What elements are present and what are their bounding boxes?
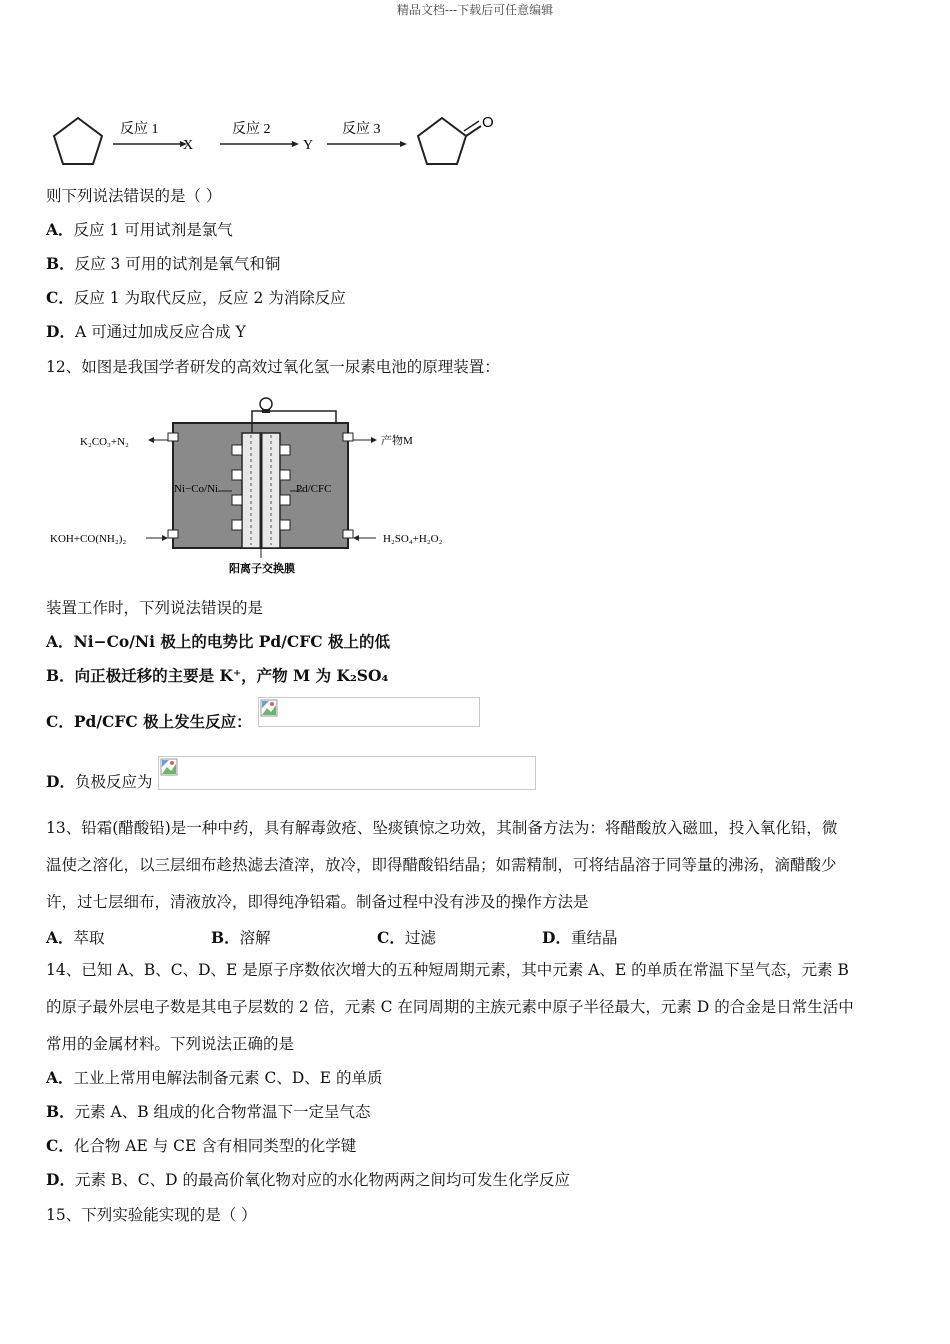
q14-option-a: A．工业上常用电解法制备元素 C、D、E 的单质 [46,1068,383,1087]
label-h2so4-h2o2: H₂SO₄+H₂O₂ [383,533,443,545]
label-cathode-electrode: Pd/CFC [296,483,332,495]
q11-stem: 则下列说法错误的是（ ） [46,187,222,205]
q12-option-b: B．向正极迁移的主要是 K⁺，产物 M 为 K₂SO₄ [46,666,389,685]
q11-option-d: D．A 可通过加成反应合成 Y [46,322,246,341]
equation-image-d [158,756,536,790]
label-anode-electrode: Ni−Co/Ni [174,483,219,495]
q12-stem: 12、如图是我国学者研发的高效过氧化氢一尿素电池的原理装置： [46,358,500,376]
q14-line-2: 的原子最外层电子数是其电子层数的 2 倍，元素 C 在同周期的主族元素中原子半径最大，元素 D 的合金是日常生活中 [46,998,854,1016]
label-membrane: 阳离子交换膜 [229,563,295,575]
q13-option-a: A．萃取 [46,928,105,947]
label-k2co3-n2: K₂CO₃+N₂ [80,436,129,448]
label-koh-urea: KOH+CO(NH₂)₂ [50,533,127,545]
q12-option-a: A．Ni−Co/Ni 极上的电势比 Pd/CFC 极上的低 [46,632,390,651]
cyclopentanone-ring [418,118,466,164]
q14-option-b: B．元素 A、B 组成的化合物常温下一定呈气态 [46,1102,371,1121]
q13-line-3: 许，过七层细布，清液放冷，即得纯净铅霜。制备过程中没有涉及的操作方法是 [46,893,589,911]
label-product-m: 产物M [381,435,413,447]
equation-image-c [258,697,480,727]
reaction-scheme [40,110,520,172]
cyclopentane-ring [54,118,102,164]
page-header: 精品文档---下载后可任意编辑 [396,3,554,17]
q14-line-3: 常用的金属材料。下列说法正确的是 [46,1035,295,1053]
q12-option-c: C．Pd/CFC 极上发生反应： [46,712,252,731]
product-y: Y [303,138,314,153]
q14-option-d: D．元素 B、C、D 的最高价氧化物对应的水化物两两之间均可发生化学反应 [46,1170,570,1189]
q14-option-c: C．化合物 AE 与 CE 含有相同类型的化学键 [46,1136,357,1155]
q13-line-1: 13、铅霜(醋酸铅)是一种中药，具有解毒敛疮、坠痰镇惊之功效，其制备方法为：将醋酸放入磁皿，投入氧化铅，微 [46,819,838,837]
broken-image-icon [260,699,278,717]
q12-option-d: D．负极反应为 [46,772,153,791]
q11-option-c: C．反应 1 为取代反应，反应 2 为消除反应 [46,288,346,307]
q13-option-b: B．溶解 [211,928,271,947]
reaction-3-label: 反应 3 [342,122,381,137]
reaction-1-label: 反应 1 [120,122,159,137]
q13-line-2: 温使之溶化，以三层细布趁热滤去渣滓，放冷，即得醋酸铅结晶；如需精制，可将结晶溶于同等量的沸汤，滴醋酸少 [46,856,837,874]
reaction-2-label: 反应 2 [232,122,271,137]
q11-option-a: A．反应 1 可用试剂是氯气 [46,220,233,239]
q15-stem: 15、下列实验能实现的是（ ） [46,1206,257,1224]
q13-option-c: C．过滤 [377,928,436,947]
product-x: X [183,138,194,153]
q12-sub-stem: 装置工作时，下列说法错误的是 [46,599,264,617]
oxygen-atom: O [482,114,494,131]
battery-diagram [46,395,476,580]
bulb-icon [260,398,272,410]
q13-option-d: D．重结晶 [542,928,618,947]
broken-image-icon [160,758,178,776]
q14-line-1: 14、已知 A、B、C、D、E 是原子序数依次增大的五种短周期元素，其中元素 A、E 的单质在常温下呈气态，元素 B [46,961,849,979]
q11-option-b: B．反应 3 可用的试剂是氧气和铜 [46,254,281,273]
